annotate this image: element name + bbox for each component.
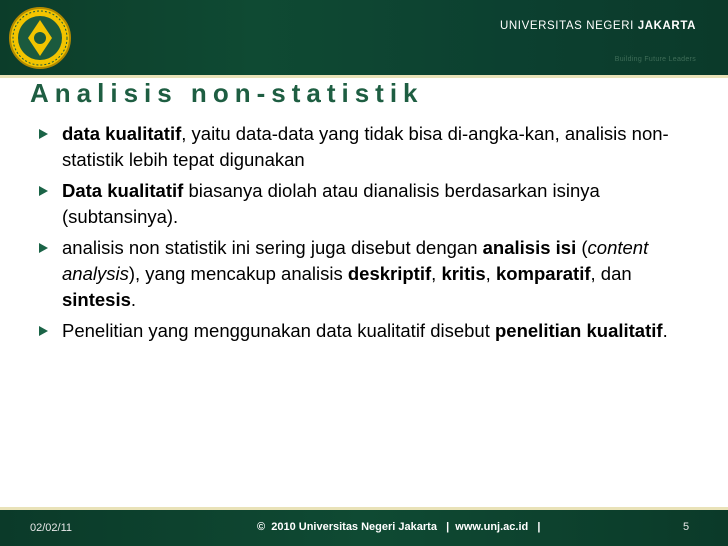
bullet-arrow-icon — [39, 186, 48, 196]
bullet-text: , dan — [590, 263, 632, 284]
bullet-text: . — [130, 289, 137, 310]
bullet-text: kritis — [441, 263, 486, 284]
bullet-item — [39, 121, 699, 173]
bullet-arrow-icon — [39, 129, 48, 139]
bullet-arrow-icon — [39, 326, 48, 336]
university-tagline: Building Future Leaders — [614, 56, 696, 63]
slide-title: Analisis non-statistik — [30, 78, 424, 108]
bullet-text: data kualitatif — [62, 123, 182, 144]
bullet-text: biasanya diolah atau dianalisis berdasarkan isinya (subtansinya). — [62, 180, 600, 227]
bullet-text: komparatif — [495, 263, 591, 284]
bullet-text: deskriptif — [347, 263, 432, 284]
bullet-text: Penelitian yang menggunakan data kualitatif disebut — [62, 320, 495, 341]
slide-date: 02/02/11 — [30, 522, 73, 534]
page-number: 5 — [683, 521, 690, 533]
bullet-item — [39, 318, 699, 344]
bullet-text: , — [485, 263, 496, 284]
bullet-item — [39, 178, 699, 230]
bullet-text: , — [431, 263, 442, 284]
bullet-text: . — [662, 320, 668, 341]
unj-logo-icon — [8, 6, 72, 70]
bullet-item — [39, 235, 699, 313]
bullet-text: , yaitu data-data yang tidak bisa di-angka-kan, analisis non-statistik lebih tepat digunakan — [62, 123, 669, 170]
university-name: UNIVERSITAS NEGERI JAKARTA — [499, 20, 696, 32]
bullet-text: sintesis — [62, 289, 131, 310]
bullet-text: Data kualitatif — [62, 180, 184, 201]
bullet-text: analisis non statistik ini sering juga disebut dengan — [62, 237, 483, 258]
bullet-list — [39, 121, 699, 349]
bullet-text: analisis isi — [482, 237, 577, 258]
bullet-arrow-icon — [39, 243, 48, 253]
bullet-text: ( — [576, 237, 588, 258]
bullet-text: ), yang mencakup analisis — [128, 263, 348, 284]
header-bar — [0, 0, 728, 75]
bullet-text: content analysis — [62, 237, 649, 284]
bullet-text: penelitian kualitatif — [495, 320, 663, 341]
copyright-text: © 2010 Universitas Negeri Jakarta | www.unj.ac.id | — [257, 521, 541, 533]
